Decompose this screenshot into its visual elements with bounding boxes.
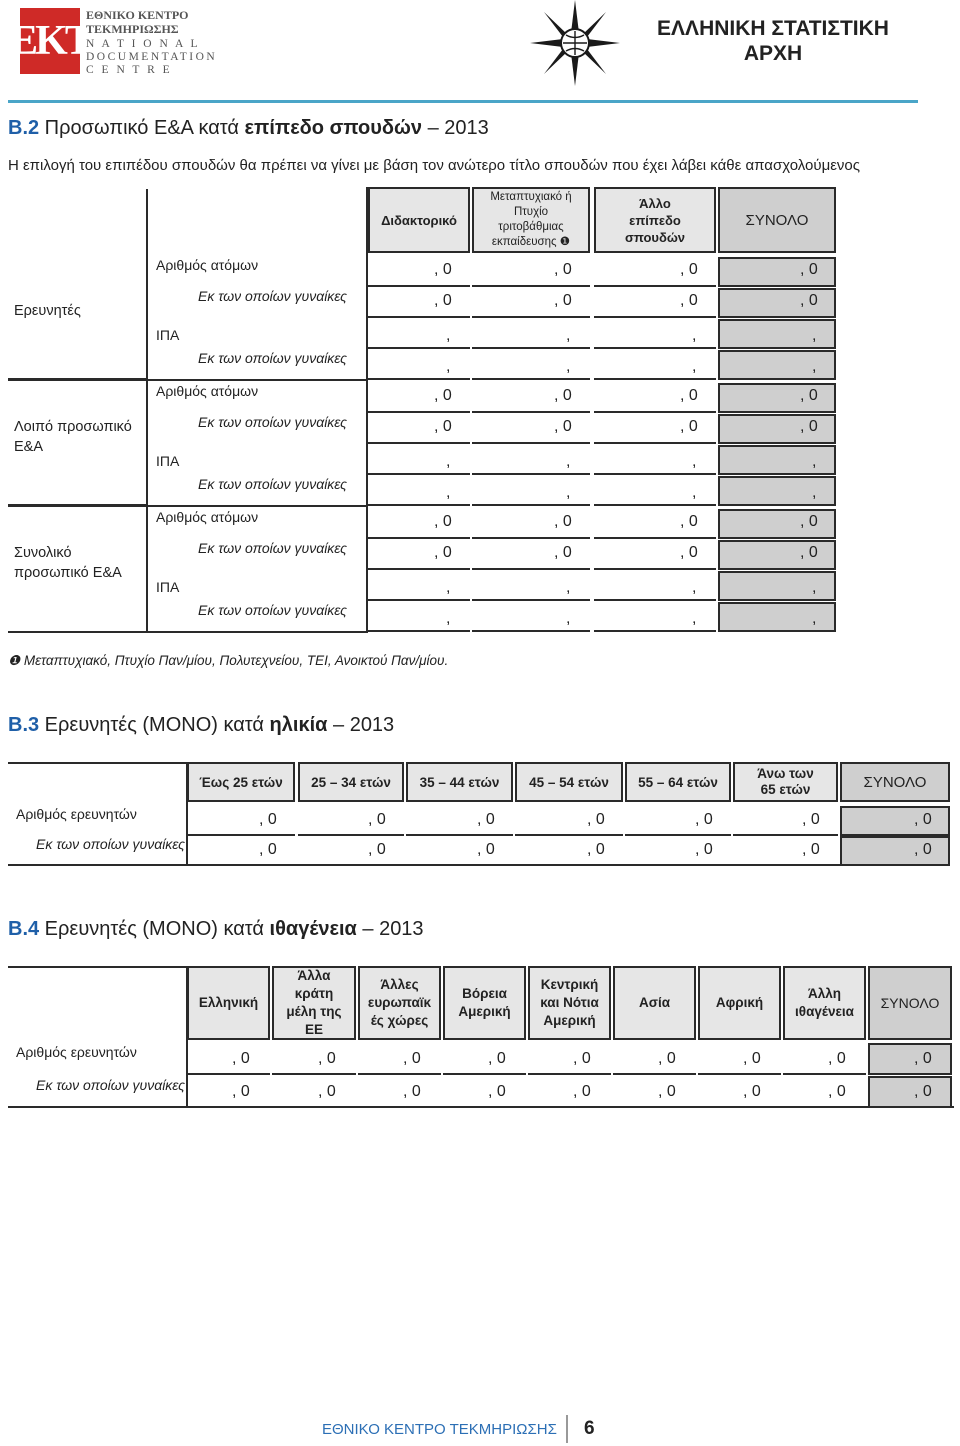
table-cell (868, 1076, 952, 1108)
org-name-gr-line2: ΤΕΚΜΗΡΙΩΣΗΣ (86, 22, 179, 36)
section-b3-title (8, 714, 394, 737)
cell-value: , 0 (368, 841, 386, 858)
table-cell (594, 476, 716, 506)
cell-value: , (812, 453, 817, 470)
logo-letters: ΕΚΤ (10, 18, 90, 64)
cell-value: , 0 (680, 513, 698, 530)
title-text: Προσωπικό Ε&Α κατά (39, 117, 245, 139)
col-header (613, 966, 696, 1040)
cell-value: , (446, 327, 451, 344)
statistics-authority-emblem-icon (530, 0, 620, 86)
cell-value: , 0 (743, 1083, 761, 1100)
cell-value: , 0 (680, 387, 698, 404)
title-text: Ερευνητές (ΜΟΝΟ) κατά (39, 918, 270, 940)
cell-value: , 0 (259, 811, 277, 828)
cell-value: , 0 (802, 841, 820, 858)
cell-value: , 0 (800, 418, 818, 435)
cell-value: , (446, 579, 451, 596)
cell-value: , 0 (554, 261, 572, 278)
cell-value: , 0 (800, 387, 818, 404)
footnote-b2: ❶ Μεταπτυχιακό, Πτυχίο Παν/μίου, Πολυτεχνείου, ΤΕΙ, Ανοικτού Παν/μίου. (8, 653, 449, 668)
cell-value: , 0 (434, 418, 452, 435)
col-header-total: ΣΥΝΟΛΟ (718, 187, 836, 253)
table-cell (718, 540, 836, 570)
row-label-women: Εκ των οποίων γυναίκες (198, 414, 347, 430)
cell-value: , 0 (800, 513, 818, 530)
table-cell (368, 602, 470, 632)
table-cell (472, 288, 590, 318)
table-cell (368, 350, 470, 380)
cell-value: , 0 (488, 1050, 506, 1067)
table-cell (406, 806, 513, 836)
table-cell (594, 602, 716, 632)
row-label-fte: ΙΠΑ (156, 579, 180, 595)
col-header (443, 966, 526, 1040)
col-header-label: Ελληνική (198, 995, 259, 1010)
table-cell (625, 836, 731, 866)
table-cell (472, 445, 590, 475)
section-code: Β.4 (8, 918, 40, 940)
group-label: Λοιπό προσωπικό Ε&Α (14, 419, 132, 455)
table-cell (358, 1076, 441, 1108)
cell-value: , 0 (573, 1050, 591, 1067)
cell-value: , 0 (658, 1083, 676, 1100)
cell-value: , 0 (587, 841, 605, 858)
table-cell (594, 571, 716, 601)
table-cell (187, 836, 295, 866)
table-cell (368, 319, 470, 349)
col-header-label: 45 – 54 ετών (529, 774, 609, 790)
table-cell (187, 806, 295, 836)
table-cell (718, 288, 836, 318)
cell-value: , 0 (368, 811, 386, 828)
cell-value: , 0 (434, 292, 452, 309)
table-cell (718, 350, 836, 380)
col-header (298, 762, 404, 802)
col-header-label: Άλλη ιθαγένεια (795, 986, 854, 1019)
page-number: 6 (584, 1418, 595, 1439)
table-cell (528, 1076, 611, 1108)
header-top-rule (8, 762, 188, 764)
row-label: Αριθμός ερευνητών (16, 1044, 137, 1060)
table-cell (698, 1043, 781, 1075)
cell-value: , 0 (554, 544, 572, 561)
table-cell (472, 571, 590, 601)
section-code: Β.3 (8, 714, 40, 736)
org-name-greek (86, 8, 189, 36)
statistics-authority-title (628, 16, 918, 66)
table-cell (298, 836, 404, 866)
cell-value: , 0 (554, 387, 572, 404)
col-header-label: Βόρεια Αμερική (458, 986, 511, 1019)
col-header-label: 35 – 44 ετών (419, 774, 500, 790)
cell-value: , 0 (914, 841, 932, 858)
group-divider (8, 504, 148, 506)
cell-value: , (446, 453, 451, 470)
group-divider (8, 378, 148, 380)
table-cell (515, 836, 623, 866)
table-cell (840, 836, 950, 866)
cell-value: , 0 (587, 811, 605, 828)
title-emphasis: ιθαγένεια (269, 918, 357, 940)
cell-value: , (692, 358, 697, 375)
section-b2-title (8, 117, 489, 140)
table-cell (443, 1076, 526, 1108)
cell-value: , 0 (554, 292, 572, 309)
org-name-en-line1: N A T I O N A L (86, 38, 201, 50)
cell-value: , (446, 484, 451, 501)
row-label-persons: Αριθμός ατόμων (156, 383, 259, 399)
table-cell (368, 257, 470, 287)
table-cell (472, 602, 590, 632)
cell-value: , (692, 610, 697, 627)
table-cell (406, 836, 513, 866)
org-name-english (86, 38, 217, 77)
ekt-logo (10, 8, 90, 74)
title-text: Ερευνητές (ΜΟΝΟ) κατά (39, 714, 270, 736)
cell-value: , 0 (680, 544, 698, 561)
cell-value: , 0 (800, 261, 818, 278)
header-top-rule (8, 966, 188, 968)
table-cell (272, 1043, 356, 1075)
label-column-border (146, 507, 148, 631)
col-header-label: ΣΥΝΟΛΟ (863, 773, 927, 791)
cell-value: , 0 (318, 1050, 336, 1067)
table-bottom-rule (8, 864, 950, 866)
table-cell (698, 1076, 781, 1108)
label-column-border (186, 762, 188, 865)
title-emphasis: επίπεδο σπουδών (244, 117, 423, 139)
table-cell (368, 414, 470, 444)
table-cell (472, 509, 590, 539)
table-cell (368, 383, 470, 413)
cell-value: , (692, 484, 697, 501)
table-cell (272, 1076, 356, 1108)
table-cell (718, 319, 836, 349)
col-header (528, 966, 611, 1040)
col-header-label: Άλλα κράτη μέλη της ΕΕ (286, 968, 342, 1037)
table-cell (718, 257, 836, 287)
cell-value: , 0 (695, 841, 713, 858)
title-year: – 2013 (422, 117, 489, 139)
table-cell (718, 509, 836, 539)
col-header-masters: Μεταπτυχιακό ή Πτυχίο τριτοβάθμιας εκπαίδευσης ❶ (472, 187, 590, 253)
row-label-persons: Αριθμός ατόμων (156, 257, 259, 273)
table-cell (187, 1043, 270, 1075)
table-cell (472, 476, 590, 506)
col-header-label: Ασία (638, 995, 671, 1010)
cell-value: , (812, 579, 817, 596)
col-header-label: ΣΥΝΟΛΟ (880, 995, 940, 1011)
cell-value: , 0 (477, 841, 495, 858)
cell-value: , 0 (695, 811, 713, 828)
title-year: – 2013 (327, 714, 395, 736)
col-header-label: Αφρική (715, 995, 764, 1010)
cell-value: , (446, 358, 451, 375)
stat-title-line2: ΑΡΧΗ (743, 42, 803, 65)
table-cell (443, 1043, 526, 1075)
col-header (625, 762, 731, 802)
table-cell (840, 806, 950, 836)
col-header-label: Άνω των 65 ετών (757, 766, 814, 797)
cell-value: , 0 (573, 1083, 591, 1100)
cell-value: , (446, 610, 451, 627)
table-cell (472, 350, 590, 380)
cell-value: , (566, 453, 571, 470)
row-label: Εκ των οποίων γυναίκες (36, 836, 185, 852)
table-cell (298, 806, 404, 836)
cell-value: , 0 (743, 1050, 761, 1067)
cell-value: , (812, 358, 817, 375)
col-header-label: 55 – 64 ετών (638, 774, 718, 790)
col-header (868, 966, 952, 1040)
group-label: Συνολικό προσωπικό Ε&Α (14, 545, 122, 581)
org-name-gr-line1: ΕΘΝΙΚΟ ΚΕΝΤΡΟ (86, 8, 189, 22)
table-cell (472, 383, 590, 413)
cell-value: , (692, 327, 697, 344)
table-cell (594, 350, 716, 380)
values-left-border (366, 187, 368, 631)
cell-value: , 0 (802, 811, 820, 828)
table-cell (613, 1043, 696, 1075)
org-name-en-line3: C E N T R E (86, 64, 173, 76)
table-cell (472, 319, 590, 349)
col-header-label: Κεντρική και Νότια Αμερική (540, 977, 599, 1028)
col-header-doctorate: Διδακτορικό (368, 187, 470, 253)
table-cell (368, 476, 470, 506)
cell-value: , 0 (828, 1083, 846, 1100)
table-cell (515, 806, 623, 836)
cell-value: , 0 (403, 1050, 421, 1067)
row-label-women: Εκ των οποίων γυναίκες (198, 288, 347, 304)
table-cell (718, 476, 836, 506)
col-header (406, 762, 513, 802)
cell-value: , 0 (434, 544, 452, 561)
table-cell (368, 571, 470, 601)
col-header (515, 762, 623, 802)
footer-org-name: ΕΘΝΙΚΟ ΚΕΝΤΡΟ ΤΕΚΜΗΡΙΩΣΗΣ (322, 1421, 557, 1438)
col-header (358, 966, 441, 1040)
cell-value: , 0 (403, 1083, 421, 1100)
cell-value: , 0 (232, 1050, 250, 1067)
row-label-fte: ΙΠΑ (156, 327, 180, 343)
cell-value: , (812, 610, 817, 627)
cell-value: , 0 (477, 811, 495, 828)
cell-value: , (566, 358, 571, 375)
cell-value: , 0 (680, 418, 698, 435)
group-label: Ερευνητές (14, 303, 81, 319)
cell-value: , 0 (914, 1050, 932, 1067)
table-cell (733, 836, 838, 866)
cell-value: , 0 (434, 261, 452, 278)
table-cell (868, 1043, 952, 1075)
table-cell (718, 571, 836, 601)
row-label-fte-women: Εκ των οποίων γυναίκες (198, 602, 347, 618)
cell-value: , 0 (488, 1083, 506, 1100)
table-cell (625, 806, 731, 836)
col-header (698, 966, 781, 1040)
table-cell (733, 806, 838, 836)
section-code: Β.2 (8, 117, 40, 139)
table-cell (783, 1043, 866, 1075)
cell-value: , (692, 579, 697, 596)
cell-value: , 0 (554, 513, 572, 530)
col-header-label: 25 – 34 ετών (311, 774, 391, 790)
col-header-label: Άλλες ευρωπαϊκ ές χώρες (367, 977, 432, 1028)
table-cell (368, 540, 470, 570)
col-header (187, 762, 295, 802)
cell-value: , (566, 484, 571, 501)
row-label: Εκ των οποίων γυναίκες (36, 1077, 185, 1093)
cell-value: , 0 (800, 292, 818, 309)
col-header (187, 966, 270, 1040)
cell-value: , 0 (914, 1083, 932, 1100)
col-header (783, 966, 866, 1040)
row-label-fte-women: Εκ των οποίων γυναίκες (198, 350, 347, 366)
cell-value: , (812, 484, 817, 501)
table-cell (594, 445, 716, 475)
col-header (272, 966, 356, 1040)
table-cell (718, 414, 836, 444)
section-b4-title (8, 918, 424, 941)
cell-value: , 0 (658, 1050, 676, 1067)
title-year: – 2013 (356, 918, 424, 940)
label-column-border (146, 381, 148, 505)
table-cell (528, 1043, 611, 1075)
table-cell (594, 319, 716, 349)
cell-value: , (566, 327, 571, 344)
row-label-persons: Αριθμός ατόμων (156, 509, 259, 525)
table-cell (472, 540, 590, 570)
row-label-fte: ΙΠΑ (156, 453, 180, 469)
table-cell (472, 257, 590, 287)
table-bottom-rule (8, 1106, 954, 1108)
org-name-en-line2: DOCUMENTATION (86, 51, 218, 63)
cell-value: , 0 (914, 811, 932, 828)
cell-value: , 0 (232, 1083, 250, 1100)
table-cell (187, 1076, 270, 1108)
col-header (840, 762, 950, 802)
table-cell (358, 1043, 441, 1075)
cell-value: , 0 (554, 418, 572, 435)
cell-value: , 0 (259, 841, 277, 858)
table-cell (718, 445, 836, 475)
title-emphasis: ηλικία (269, 714, 328, 736)
cell-value: , 0 (680, 292, 698, 309)
table-cell (368, 445, 470, 475)
cell-value: , 0 (434, 513, 452, 530)
header-divider (8, 100, 918, 103)
col-header-label: Έως 25 ετών (199, 774, 283, 790)
group-bottom-rule (8, 631, 368, 633)
table-cell (613, 1076, 696, 1108)
cell-value: , 0 (828, 1050, 846, 1067)
row-label-women: Εκ των οποίων γυναίκες (198, 540, 347, 556)
footer-divider (566, 1415, 568, 1443)
cell-value: , 0 (800, 544, 818, 561)
col-header-other-level: Άλλο επίπεδο σπουδών (594, 187, 716, 253)
cell-value: , 0 (318, 1083, 336, 1100)
cell-value: , (566, 579, 571, 596)
cell-value: , (812, 327, 817, 344)
col-header (733, 762, 838, 802)
table-cell (368, 288, 470, 318)
section-b2-note: Η επιλογή του επιπέδου σπουδών θα πρέπει να γίνει με βάση τον ανώτερο τίτλο σπουδών που έχει λάβει κάθε απασχολούμενος (8, 157, 860, 174)
cell-value: , 0 (434, 387, 452, 404)
table-cell (718, 383, 836, 413)
cell-value: , (692, 453, 697, 470)
row-label-fte-women: Εκ των οποίων γυναίκες (198, 476, 347, 492)
cell-value: , 0 (680, 261, 698, 278)
table-cell (472, 414, 590, 444)
stat-title-line1: ΕΛΛΗΝΙΚΗ ΣΤΑΤΙΣΤΙΚΗ (657, 17, 889, 40)
table-cell (718, 602, 836, 632)
cell-value: , (566, 610, 571, 627)
label-column-border (146, 189, 148, 379)
row-label: Αριθμός ερευνητών (16, 806, 137, 822)
table-cell (368, 509, 470, 539)
table-cell (783, 1076, 866, 1108)
label-column-border (186, 966, 188, 1107)
